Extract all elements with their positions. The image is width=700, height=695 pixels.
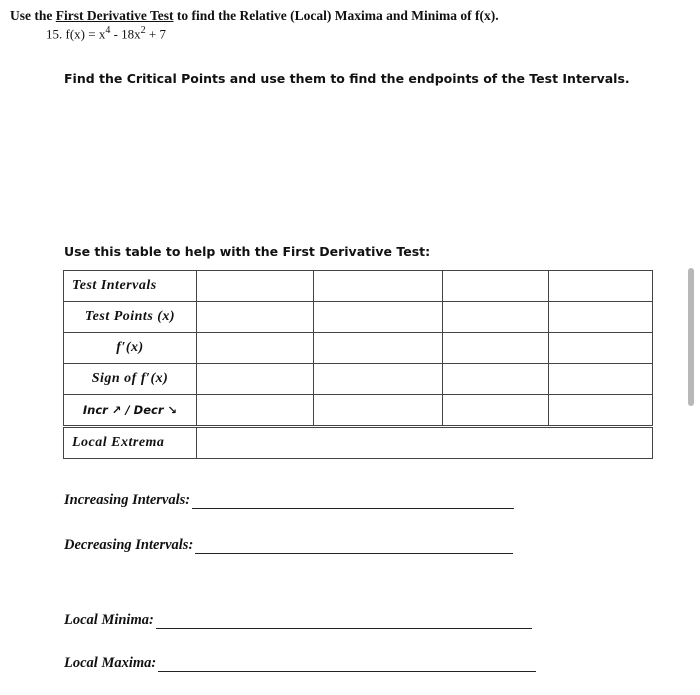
row-header: Test Points (x) xyxy=(64,302,197,333)
answer-line[interactable] xyxy=(192,494,514,509)
derivative-test-table xyxy=(63,270,653,459)
maxima-answer xyxy=(64,655,536,672)
scrollbar[interactable] xyxy=(688,268,694,406)
answer-line[interactable] xyxy=(156,614,532,629)
table-row xyxy=(64,333,653,364)
table-cell[interactable] xyxy=(314,395,443,427)
problem-title xyxy=(10,8,499,24)
table-row xyxy=(64,302,653,333)
answer-label: Local Maxima: xyxy=(64,655,157,671)
instruction: Find the Critical Points and use them to find the endpoints of the Test Intervals. xyxy=(64,71,630,86)
table-cell[interactable] xyxy=(197,333,314,364)
table-cell[interactable] xyxy=(443,302,549,333)
row-header: Sign of f′(x) xyxy=(64,364,197,395)
increasing-answer xyxy=(64,492,514,509)
table-cell[interactable] xyxy=(197,395,314,427)
function-part: - 18x xyxy=(110,26,141,42)
table-row xyxy=(64,395,653,427)
table-cell[interactable] xyxy=(314,364,443,395)
answer-line[interactable] xyxy=(158,657,536,672)
table-cell[interactable] xyxy=(443,333,549,364)
table-cell[interactable] xyxy=(314,271,443,302)
table-cell[interactable] xyxy=(197,302,314,333)
table-cell[interactable] xyxy=(197,364,314,395)
exponent: 4 xyxy=(105,25,111,36)
table-cell[interactable] xyxy=(197,427,653,459)
table-cell[interactable] xyxy=(314,302,443,333)
row-header: Test Intervals xyxy=(64,271,197,302)
table-cell[interactable] xyxy=(443,395,549,427)
table-cell[interactable] xyxy=(314,333,443,364)
exponent: 2 xyxy=(140,25,146,36)
row-header: f′(x) xyxy=(64,333,197,364)
table-cell[interactable] xyxy=(443,364,549,395)
table-cell[interactable] xyxy=(549,333,653,364)
title-link: First Derivative Test xyxy=(55,8,174,23)
title-text: to find the Relative (Local) Maxima and Minima of f(x). xyxy=(173,8,499,23)
answer-line[interactable] xyxy=(195,539,513,554)
table-cell[interactable] xyxy=(549,395,653,427)
row-header: Local Extrema xyxy=(64,427,197,459)
row-header: Incr ↗ / Decr ↘ xyxy=(64,395,197,427)
function-part: + 7 xyxy=(145,26,167,42)
decreasing-answer xyxy=(64,537,513,554)
table-cell[interactable] xyxy=(197,271,314,302)
table-cell[interactable] xyxy=(443,271,549,302)
function-part: 15. f(x) = x xyxy=(46,26,106,42)
minima-answer xyxy=(64,612,532,629)
table-row xyxy=(64,427,653,459)
answer-label: Decreasing Intervals: xyxy=(64,537,194,553)
problem-function xyxy=(46,25,166,42)
table-label: Use this table to help with the First Derivative Test: xyxy=(64,244,431,259)
answer-label: Increasing Intervals: xyxy=(64,492,191,508)
table-cell[interactable] xyxy=(549,271,653,302)
answer-label: Local Minima: xyxy=(64,612,154,628)
table-row xyxy=(64,271,653,302)
table-row xyxy=(64,364,653,395)
title-text: Use the xyxy=(10,8,56,23)
table-cell[interactable] xyxy=(549,364,653,395)
table-cell[interactable] xyxy=(549,302,653,333)
